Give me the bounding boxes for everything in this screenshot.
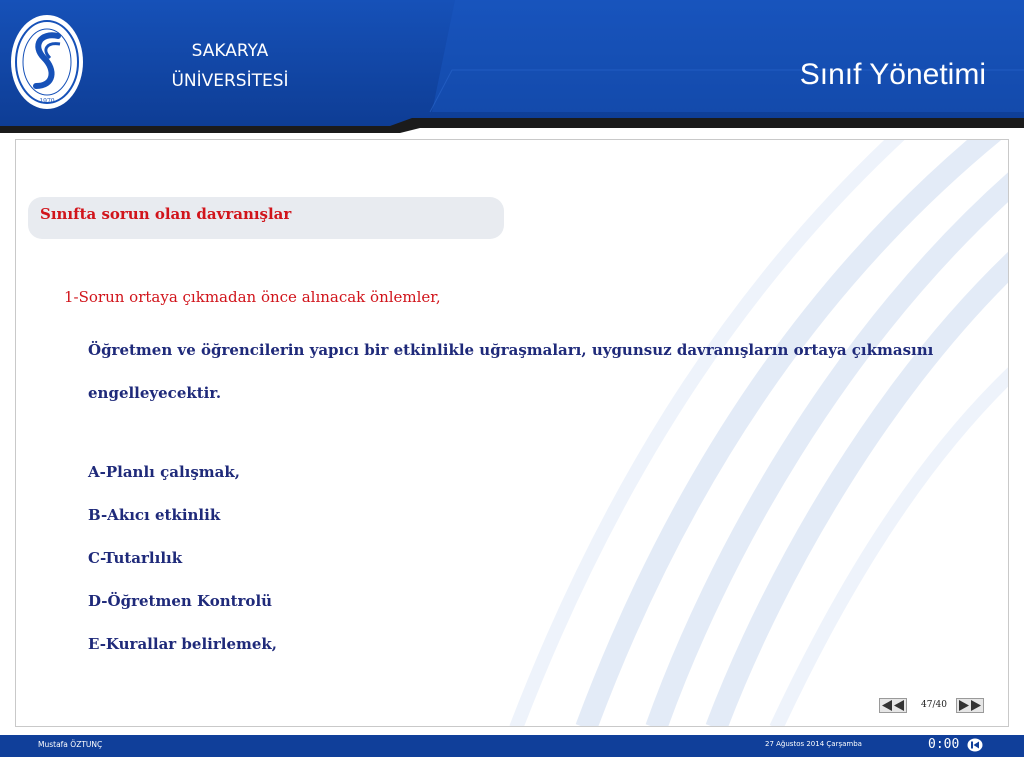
footer-bottom-strip bbox=[0, 757, 1024, 768]
slide-date: 27 Ağustos 2014 Çarşamba bbox=[765, 740, 862, 748]
section-title: Sınıfta sorun olan davranışlar bbox=[40, 205, 292, 223]
rewind-icon bbox=[881, 700, 905, 711]
reset-timer-button[interactable] bbox=[967, 738, 983, 752]
author-name: Mustafa ÖZTUNÇ bbox=[38, 740, 103, 749]
svg-text:1970: 1970 bbox=[39, 98, 55, 105]
university-name bbox=[150, 36, 310, 96]
list-item: E-Kurallar belirlemek, bbox=[88, 635, 278, 653]
reset-timer-icon bbox=[967, 738, 983, 752]
body-paragraph: Öğretmen ve öğrencilerin yapıcı bir etkinlikle uğraşmaları, uygunsuz davranışların ortaya çıkmasını engelleyecektir. bbox=[88, 341, 934, 402]
fast-forward-icon bbox=[958, 700, 982, 711]
slide-header bbox=[0, 0, 1024, 135]
footer-bar bbox=[0, 735, 1024, 757]
sakarya-university-seal-icon bbox=[10, 14, 84, 110]
previous-slide-button[interactable] bbox=[879, 698, 907, 713]
page-indicator: 47/40 bbox=[921, 700, 947, 710]
list-item: A-Planlı çalışmak, bbox=[88, 463, 240, 481]
next-slide-button[interactable] bbox=[956, 698, 984, 713]
university-name-line1: SAKARYA bbox=[191, 41, 269, 61]
list-item: C-Tutarlılık bbox=[88, 549, 183, 567]
university-name-line2: ÜNİVERSİTESİ bbox=[171, 71, 289, 91]
slide-title: Sınıf Yönetimi bbox=[799, 58, 986, 91]
list-item: B-Akıcı etkinlik bbox=[88, 506, 221, 524]
point-heading: 1-Sorun ortaya çıkmadan önce alınacak önlemler, bbox=[64, 288, 441, 306]
list-item: D-Öğretmen Kontrolü bbox=[88, 592, 273, 610]
item-list bbox=[88, 459, 277, 674]
elapsed-timer: 0:00 bbox=[928, 737, 960, 752]
university-logo bbox=[10, 14, 84, 110]
